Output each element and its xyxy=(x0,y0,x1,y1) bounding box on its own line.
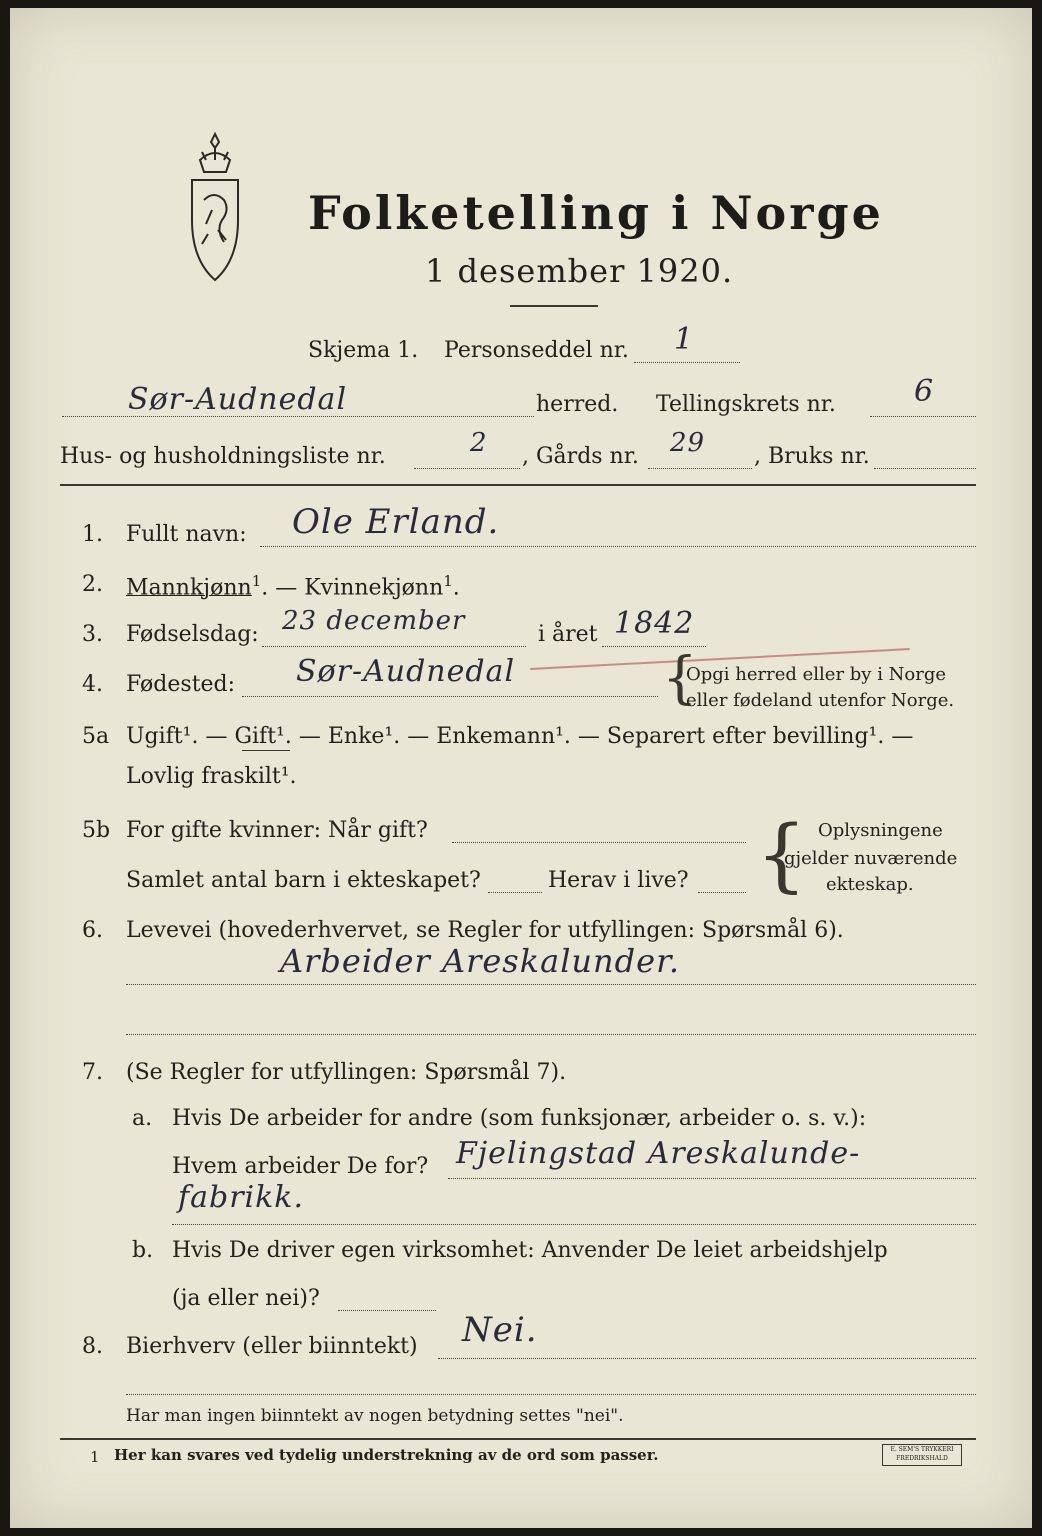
kvinnekjonn-option[interactable]: Kvinnekjønn xyxy=(304,575,444,601)
tellingskrets-value[interactable]: 6 xyxy=(914,374,935,409)
bruks-dots xyxy=(874,468,976,469)
gards-label: , Gårds nr. xyxy=(522,444,639,469)
q5b-alive-dots xyxy=(698,892,746,893)
q4-dots xyxy=(242,696,658,697)
q5b-note-line3: ekteskap. xyxy=(826,874,914,895)
q3-label: Fødselsdag: xyxy=(126,622,259,647)
q3-day-dots xyxy=(262,646,526,647)
q8-dots-2 xyxy=(126,1394,976,1395)
q6-dots-2 xyxy=(126,1034,976,1035)
q4-note-line1: Opgi herred eller by i Norge xyxy=(686,664,947,685)
q7a-value-line2[interactable]: fabrikk. xyxy=(178,1180,305,1215)
q4-value[interactable]: Sør-Audnedal xyxy=(296,654,516,689)
q1-value[interactable]: Ole Erland. xyxy=(292,502,500,542)
form-title: Folketelling i Norge xyxy=(308,186,884,240)
q5b-children-dots xyxy=(488,892,542,893)
q2-options[interactable]: Mannkjønn$^1$. — Kvinnekjønn$^1$. xyxy=(126,572,460,601)
q7a-value-line1[interactable]: Fjelingstad Areskalunde- xyxy=(456,1136,861,1171)
q7a-text: Hvis De arbeider for andre (som funksjonær, arbeider o. s. v.): xyxy=(172,1106,867,1131)
tellingskrets-label: Tellingskrets nr. xyxy=(656,392,836,417)
gards-value[interactable]: 29 xyxy=(670,428,706,458)
gift-underline xyxy=(242,750,290,751)
printer-stamp: E. SEM'S TRYKKERI FREDRIKSHALD xyxy=(882,1444,962,1466)
q7a-question: Hvem arbeider De for? xyxy=(172,1154,429,1179)
personseddel-value[interactable]: 1 xyxy=(674,322,695,357)
gards-dots xyxy=(648,468,752,469)
q8-dots xyxy=(438,1358,976,1359)
footer-divider xyxy=(60,1438,976,1440)
hus-dots xyxy=(414,468,520,469)
q5b-note-line2: gjelder nuværende xyxy=(784,848,958,869)
q7b-question: (ja eller nei)? xyxy=(172,1286,320,1311)
herred-label: herred. xyxy=(536,392,619,417)
herred-value[interactable]: Sør-Audnedal xyxy=(128,382,348,417)
hus-label: Hus- og husholdningsliste nr. xyxy=(60,444,386,469)
bruks-label: , Bruks nr. xyxy=(754,444,870,469)
footer-note: Har man ingen biinntekt av nogen betydning settes "nei". xyxy=(126,1406,624,1426)
q7b-dots xyxy=(338,1310,436,1311)
header-divider xyxy=(60,484,976,486)
q5b-label-when: For gifte kvinner: Når gift? xyxy=(126,818,428,843)
q5b-when-dots xyxy=(452,842,746,843)
personseddel-dots xyxy=(634,362,740,363)
q5b-label-children: Samlet antal barn i ekteskapet? xyxy=(126,868,481,893)
q7b-text: Hvis De driver egen virksomhet: Anvender De leiet arbeidshjelp xyxy=(172,1238,888,1263)
footnote-text: Her kan svares ved tydelig understrekning av de ord som passer. xyxy=(114,1446,659,1464)
q6-label: Levevei (hovederhvervet, se Regler for utfyllingen: Spørsmål 6). xyxy=(126,918,844,943)
footnote-number: 1 xyxy=(90,1448,100,1466)
q1-dots xyxy=(260,546,976,547)
q5b-number: 5b xyxy=(82,818,111,843)
q4-number: 4. xyxy=(82,672,103,697)
census-date: 1 desember 1920. xyxy=(425,252,734,290)
q6-value[interactable]: Arbeider Areskalunder. xyxy=(280,942,681,980)
q7a-letter: a. xyxy=(132,1106,153,1131)
q8-value[interactable]: Nei. xyxy=(462,1310,538,1350)
q3-year-value[interactable]: 1842 xyxy=(614,606,695,641)
q5b-note-line1: Oplysningene xyxy=(818,820,943,841)
mannkjonn-option[interactable]: Mannkjønn xyxy=(126,575,252,601)
q5b-brace: { xyxy=(756,808,807,901)
q3-number: 3. xyxy=(82,622,103,647)
q4-brace: { xyxy=(662,646,698,711)
q1-number: 1. xyxy=(82,522,103,547)
q2-number: 2. xyxy=(82,572,103,597)
tellingskrets-dots xyxy=(870,416,976,417)
hus-value[interactable]: 2 xyxy=(470,428,488,458)
q7b-letter: b. xyxy=(132,1238,154,1263)
q5a-options-line2[interactable]: Lovlig fraskilt¹. xyxy=(126,764,297,789)
q1-label: Fullt navn: xyxy=(126,522,247,547)
q5a-options[interactable]: Ugift¹. — Gift¹. — Enke¹. — Enkemann¹. — Separert efter bevilling¹. — xyxy=(126,724,914,749)
q6-number: 6. xyxy=(82,918,103,943)
skjema-label: Skjema 1. xyxy=(308,338,419,363)
q5b-label-alive: Herav i live? xyxy=(548,868,689,893)
q8-number: 8. xyxy=(82,1334,103,1359)
q8-label: Bierhverv (eller biinntekt) xyxy=(126,1334,418,1359)
q6-dots-1 xyxy=(126,984,976,985)
q4-note-line2: eller fødeland utenfor Norge. xyxy=(686,690,955,711)
q3-year-label: i året xyxy=(538,622,598,647)
q7a-dots-1 xyxy=(448,1178,976,1179)
q7a-dots-2 xyxy=(172,1224,976,1225)
title-divider xyxy=(510,305,598,307)
q5a-number: 5a xyxy=(82,724,110,749)
census-form-page xyxy=(10,8,1032,1528)
q7-label: (Se Regler for utfyllingen: Spørsmål 7). xyxy=(126,1060,567,1085)
q7-number: 7. xyxy=(82,1060,103,1085)
coat-of-arms-icon xyxy=(182,130,248,290)
q3-day-value[interactable]: 23 december xyxy=(282,606,466,636)
personseddel-label: Personseddel nr. xyxy=(444,338,629,363)
q4-label: Fødested: xyxy=(126,672,236,697)
